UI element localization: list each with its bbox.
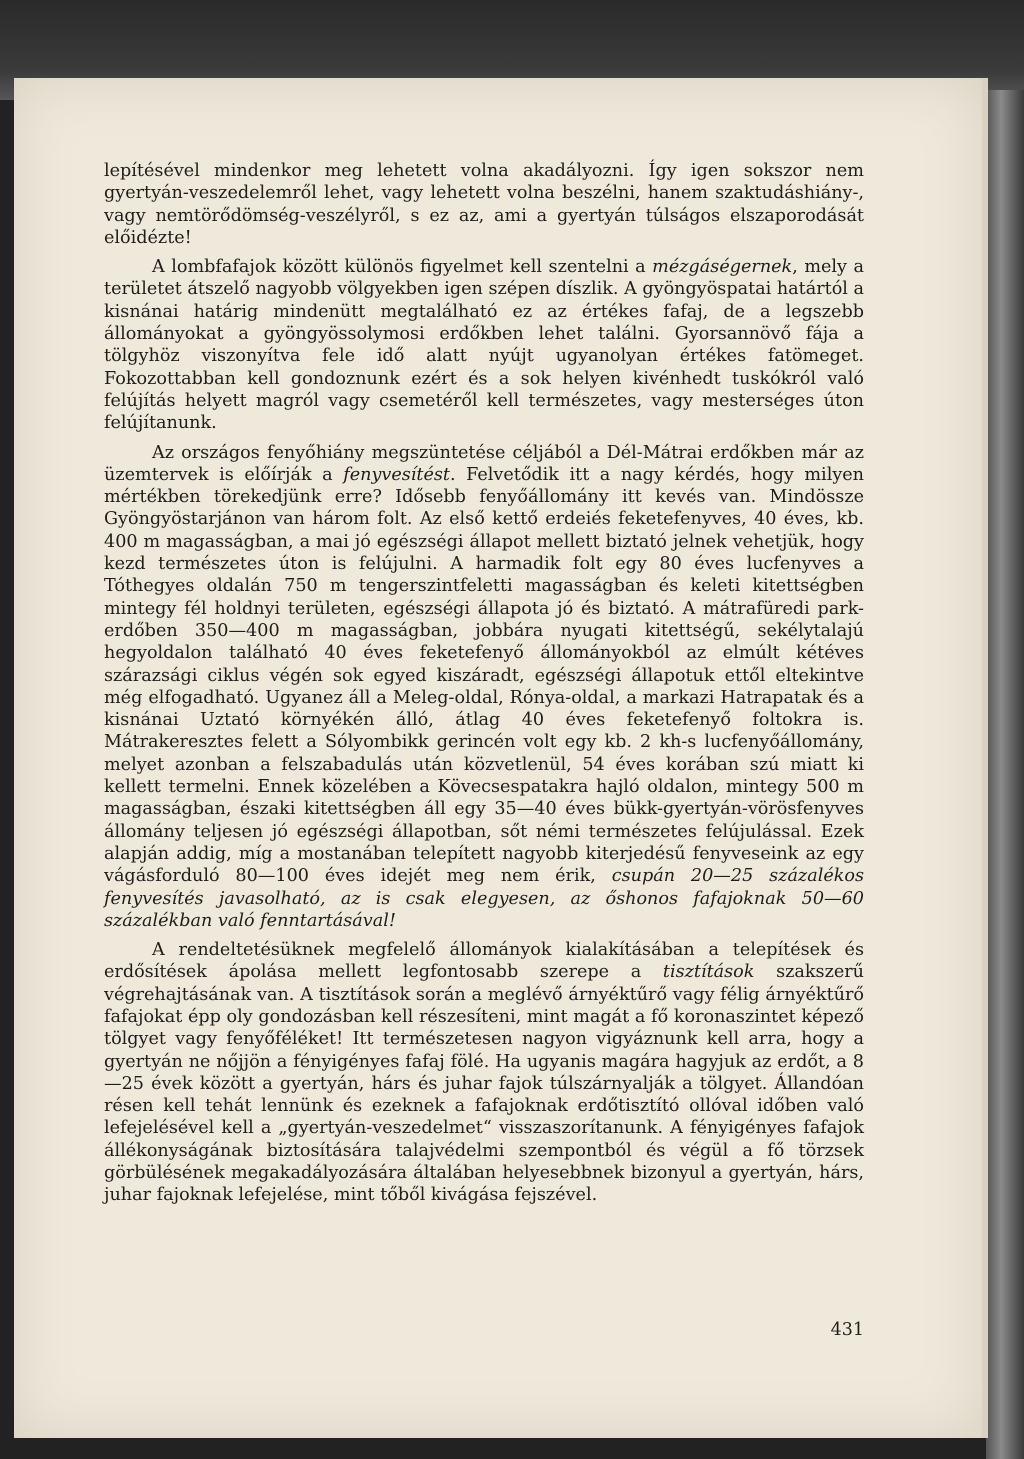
- text-span: lepítésével mindenkor meg lehetett volna akadályozni. Így igen sokszor nem gyertyán-veszedelemről lehet, vagy lehetett volna beszélni, hanem szaktudáshiány-, vagy nemtörődömség-veszélyről, s ez az, ami a gyertyán túlságos elszaporodását előidézte!: [104, 161, 864, 248]
- text-span: Az országos fenyőhiány megszüntetése céljából a Dél-Mátrai erdőkben már az üzemtervek is előírják a: [104, 442, 864, 485]
- text-span: szakszerű végrehajtásának van. A tisztítások során a meglévő árnyéktűrő vagy félig árnyéktűrő fafajokat épp oly gondozásban kell részesíteni, mint magát a fő koronaszintet képező tölgyet vagy fenyőféléket! Itt természetesen nagyon vigyáznunk kell arra, hogy a gyertyán ne nőjjön a fényigényes fafaj fölé. Ha ugyanis magára hagyjuk az erdőt, a 8—25 évek között a gyertyán, hárs és juhar fajok túlszárnyalják a tölgyet. Állandóan résen kell tehát lennünk és ezeknek a fafajoknak erdőtisztító ollóval időben való lefejelésével kell a „gyertyán-veszedelmet“ visszaszorítanunk. A fényigényes fafajok állékonyságának biztosítására talajvédelmi szempontból és végül a fő törzsek görbülésének megakadályozására általában helyesebbnek bizonyul a gyertyán, hárs, juhar fajoknak lefejelése, mint tőből kivágása fejszével.: [104, 962, 864, 1206]
- italic-text: csupán 20—25 százalékos fenyvesítés javasolható, az is csak elegyesen, az őshonos fafajoknak 50—60 százalékban való fenntartásával!: [104, 866, 865, 931]
- paragraph: [104, 256, 864, 434]
- italic-text: fenyvesítést: [343, 464, 450, 485]
- book-page-edge: [986, 90, 1024, 1459]
- text-span: . Felvetődik itt a nagy kérdés, hogy milyen mértékben törekedjünk erre? Idősebb fenyőállomány itt kevés van. Mindössze Gyöngyöstarjánon van három folt. Az első kettő erdeiés feketefenyves, 40 éves, kb. 400 m magasságban, a mai jó egészségi állapot mellett biztató jelnek vehetjük, hogy kezd természetes úton is felújulni. A harmadik folt egy 80 éves lucfenyves a Tóthegyes oldalán 750 m tengerszintfeletti magasságban és keleti kitettségben mintegy fél holdnyi területen, egészségi állapota jó és biztató. A mátrafüredi park-erdőben 350—400 m magasságban, jobbára nyugati kitettségű, sekélytalajú hegyoldalon található 40 éves feketefenyő állományokból az elmúlt kétéves szárazsági ciklus végén sok egyed kiszáradt, egészségi állapotuk ettől eltekintve még elfogadható. Ugyanez áll a Meleg-oldal, Rónya-oldal, a markazi Hatrapatak és a kisnánai Uztató környékén álló, átlag 40 éves feketefenyő foltokra is. Mátrakeresztes felett a Sólyombikk gerincén volt egy kb. 2 kh-s lucfenyőállomány, melyet azonban a felszabadulás után közvetlenül, 54 éves korában szú miatt ki kellett termelni. Ennek közelében a Kövecsespatakra hajló oldalon, mintegy 500 m magasságban, északi kitettségben áll egy 35—40 éves bükk-gyertyán-vörösfenyves állomány teljesen jó egészségi állapotban, sőt némi természetes felújulással. Ezek alapján addig, míg a mostanában telepített nagyobb kiterjedésű fenyveseink az egy vágásforduló 80—100 éves idejét meg nem érik,: [104, 464, 864, 887]
- text-span: A lombfafajok között különös figyelmet kell szentelni a: [152, 257, 653, 278]
- paragraph: [104, 442, 864, 933]
- body-text: [104, 160, 864, 1207]
- paragraph: [104, 160, 864, 249]
- italic-text: tisztítások: [662, 962, 755, 983]
- text-span: , mely a területet átszelő nagyobb völgyekben igen szépen díszlik. A gyöngyöspatai határtól a kisnánai határig mindenütt megtalálható ez az értékes fafaj, de a legszebb állományokat a gyöngyössolymosi erdőkben lehet találni. Gyorsannövő fája a tölgyhöz viszonyítva fele idő alatt nyújt ugyanolyan értékes fatömeget. Fokozottabban kell gondoznunk ezért és a sok helyen kivénhedt tuskókról való felújítás helyett magról vagy csemetéről kell természetes, vagy mesterséges úton felújítanunk.: [104, 257, 865, 434]
- paragraph: [104, 939, 864, 1207]
- page-number: 431: [830, 1320, 864, 1340]
- italic-text: mézgáségernek: [652, 257, 793, 278]
- book-page: [14, 78, 988, 1438]
- text-span: A rendeltetésüknek megfelelő állományok kialakításában a telepítések és erdősítések ápolása mellett legfontosabb szerepe a: [104, 940, 864, 983]
